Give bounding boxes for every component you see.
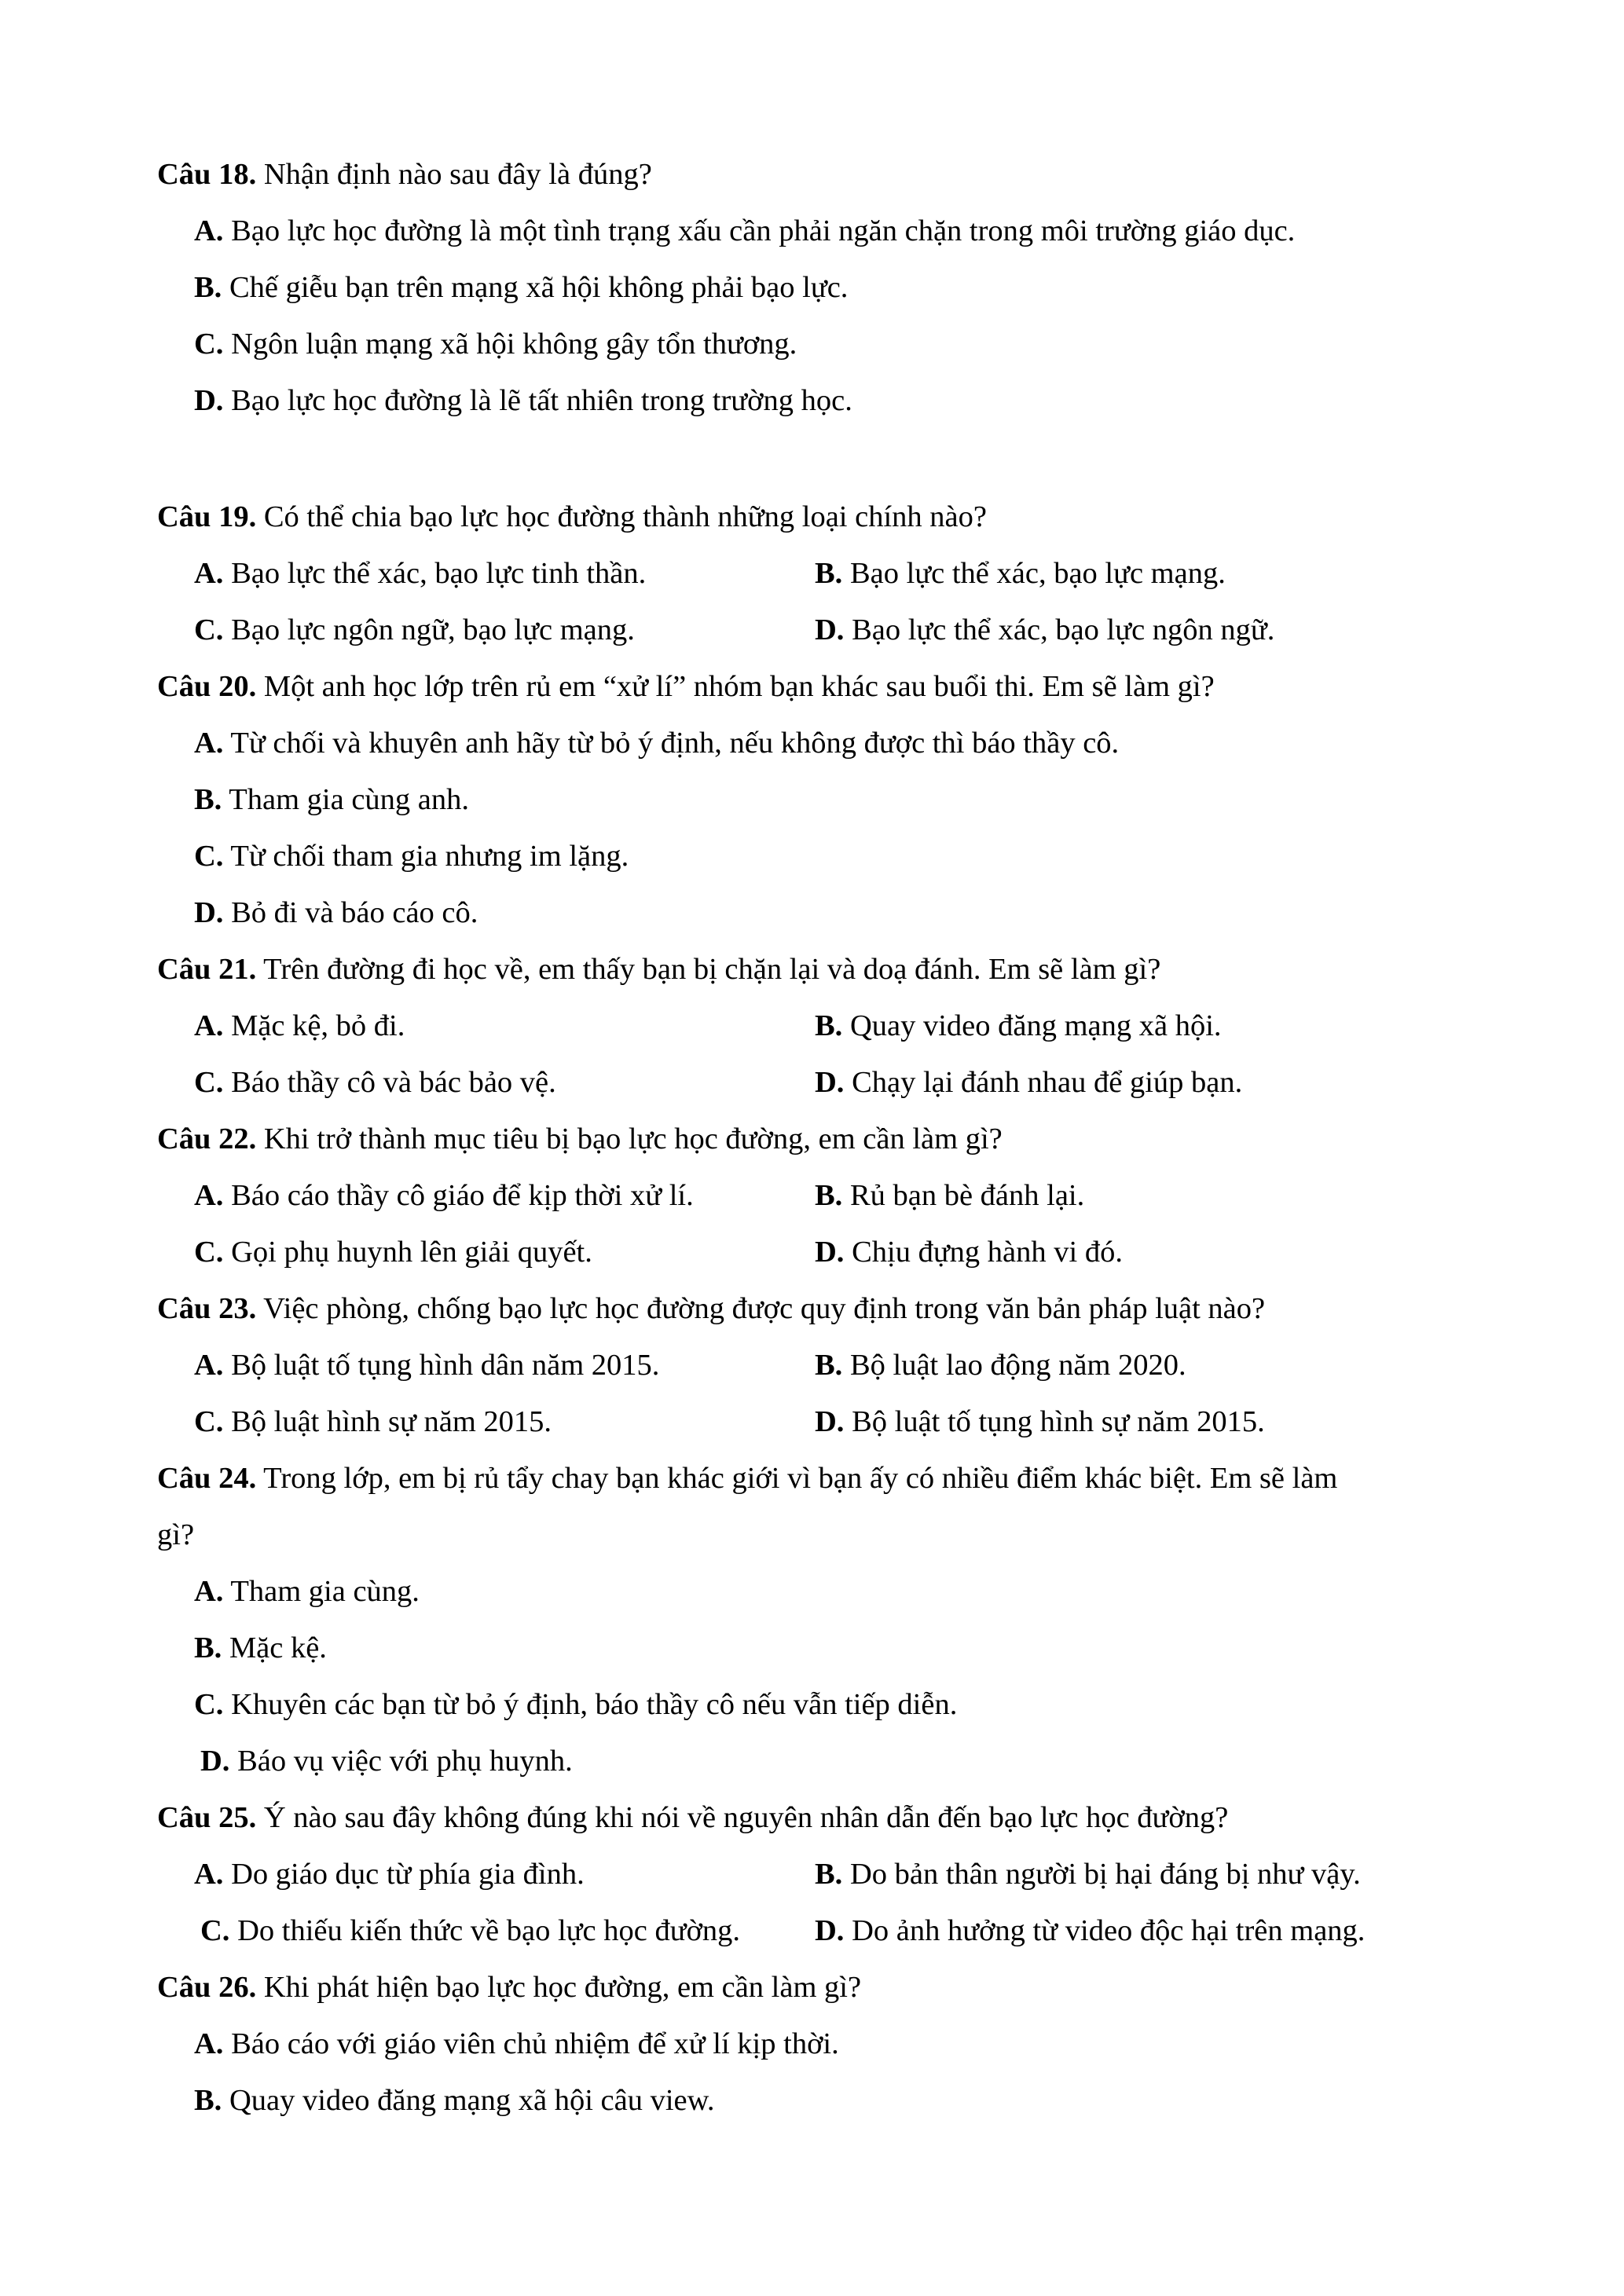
option-text: Báo vụ việc với phụ huynh. — [237, 1745, 573, 1778]
question-number: Câu 23. — [157, 1292, 257, 1325]
option-letter: B. — [194, 271, 222, 304]
option-22c — [194, 1234, 592, 1270]
option-text: Bộ luật lao động năm 2020. — [849, 1349, 1186, 1382]
option-text: Tham gia cùng anh. — [229, 783, 470, 816]
option-text: Mặc kệ. — [229, 1631, 327, 1664]
question-23 — [157, 1291, 1265, 1327]
option-24b — [194, 1630, 327, 1666]
option-25b — [815, 1856, 1361, 1892]
option-letter: B. — [815, 1179, 843, 1212]
option-text: Bộ luật tố tụng hình sự năm 2015. — [852, 1405, 1265, 1438]
option-text: Báo cáo thầy cô giáo để kịp thời xử lí. — [231, 1179, 694, 1212]
option-26b — [194, 2082, 715, 2118]
option-letter: C. — [194, 613, 224, 646]
option-25c — [200, 1913, 740, 1949]
option-18a — [194, 213, 1295, 249]
option-text: Chạy lại đánh nhau để giúp bạn. — [852, 1066, 1243, 1099]
option-letter: B. — [815, 1858, 843, 1891]
option-18b — [194, 269, 848, 306]
question-22 — [157, 1121, 1003, 1157]
option-text: Từ chối tham gia nhưng im lặng. — [230, 840, 629, 873]
option-text: Bộ luật tố tụng hình dân năm 2015. — [231, 1349, 660, 1382]
option-25d — [815, 1913, 1365, 1949]
option-text: Mặc kệ, bỏ đi. — [231, 1009, 405, 1042]
option-25a — [194, 1856, 585, 1892]
option-letter: C. — [194, 1066, 224, 1099]
option-letter: A. — [194, 557, 224, 590]
option-21a — [194, 1008, 405, 1044]
option-20a — [194, 725, 1119, 761]
question-25 — [157, 1800, 1228, 1836]
option-text: Bỏ đi và báo cáo cô. — [231, 896, 478, 929]
question-24-continued — [157, 1517, 194, 1553]
option-20c — [194, 838, 629, 874]
option-letter: B. — [815, 1009, 843, 1042]
option-21c — [194, 1064, 556, 1100]
option-letter: D. — [194, 896, 224, 929]
option-letter: C. — [194, 1236, 224, 1269]
question-text: Ý nào sau đây không đúng khi nói về nguyên nhân dẫn đến bạo lực học đường? — [263, 1801, 1229, 1834]
question-number: Câu 19. — [157, 500, 257, 533]
option-text: Bạo lực học đường là lẽ tất nhiên trong trường học. — [231, 384, 852, 417]
option-letter: A. — [194, 1009, 224, 1042]
option-22a — [194, 1177, 694, 1214]
option-letter: D. — [815, 1236, 845, 1269]
question-number: Câu 24. — [157, 1462, 257, 1495]
option-text: Bạo lực ngôn ngữ, bạo lực mạng. — [231, 613, 635, 646]
question-21 — [157, 951, 1160, 987]
option-letter: A. — [194, 1179, 224, 1212]
option-18c — [194, 326, 797, 362]
option-letter: A. — [194, 1575, 224, 1608]
option-text: Do thiếu kiến thức về bạo lực học đường. — [237, 1914, 741, 1947]
option-24c — [194, 1686, 957, 1723]
option-letter: C. — [194, 328, 224, 361]
option-text: Bạo lực thể xác, bạo lực tinh thần. — [231, 557, 647, 590]
question-text: Việc phòng, chống bạo lực học đường được quy định trong văn bản pháp luật nào? — [263, 1292, 1266, 1325]
option-letter: C. — [200, 1914, 230, 1947]
question-number: Câu 21. — [157, 953, 257, 986]
option-letter: A. — [194, 2027, 224, 2060]
option-letter: A. — [194, 1349, 224, 1382]
option-23c — [194, 1404, 552, 1440]
option-text: Gọi phụ huynh lên giải quyết. — [231, 1236, 592, 1269]
option-letter: B. — [194, 1631, 222, 1664]
option-24a — [194, 1573, 420, 1609]
option-letter: D. — [815, 1066, 845, 1099]
option-letter: C. — [194, 840, 224, 873]
option-letter: D. — [200, 1745, 230, 1778]
option-letter: B. — [194, 2084, 222, 2117]
option-19b — [815, 555, 1226, 591]
question-19 — [157, 499, 987, 535]
option-text: Báo cáo với giáo viên chủ nhiệm để xử lí kịp thời. — [231, 2027, 839, 2060]
option-text: Tham gia cùng. — [230, 1575, 420, 1608]
option-letter: A. — [194, 727, 224, 760]
option-text: Do bản thân người bị hại đáng bị như vậy. — [849, 1858, 1361, 1891]
option-text: Quay video đăng mạng xã hội. — [849, 1009, 1222, 1042]
option-22d — [815, 1234, 1123, 1270]
option-22b — [815, 1177, 1084, 1214]
option-letter: D. — [194, 384, 224, 417]
question-24 — [157, 1460, 1337, 1496]
question-20 — [157, 668, 1215, 705]
option-letter: B. — [194, 783, 222, 816]
option-text: Bạo lực thể xác, bạo lực mạng. — [849, 557, 1226, 590]
question-text: Có thể chia bạo lực học đường thành những loại chính nào? — [263, 500, 987, 533]
option-text: Quay video đăng mạng xã hội câu view. — [229, 2084, 715, 2117]
question-text: Trên đường đi học về, em thấy bạn bị chặn lại và doạ đánh. Em sẽ làm gì? — [263, 953, 1161, 986]
question-26 — [157, 1969, 861, 2005]
option-23d — [815, 1404, 1265, 1440]
option-letter: D. — [815, 1405, 845, 1438]
option-text: Do ảnh hưởng từ video độc hại trên mạng. — [852, 1914, 1366, 1947]
option-18d — [194, 383, 852, 419]
option-text: Từ chối và khuyên anh hãy từ bỏ ý định, nếu không được thì báo thầy cô. — [230, 727, 1120, 760]
option-letter: D. — [815, 613, 845, 646]
option-23b — [815, 1347, 1186, 1383]
option-26a — [194, 2026, 839, 2062]
question-text-continued: gì? — [157, 1518, 195, 1551]
question-text: Trong lớp, em bị rủ tẩy chay bạn khác giới vì bạn ấy có nhiều điểm khác biệt. Em sẽ làm — [263, 1462, 1338, 1495]
question-number: Câu 20. — [157, 670, 257, 703]
option-letter: D. — [815, 1914, 845, 1947]
option-letter: A. — [194, 1858, 224, 1891]
question-text: Một anh học lớp trên rủ em “xử lí” nhóm bạn khác sau buổi thi. Em sẽ làm gì? — [263, 670, 1215, 703]
option-text: Báo thầy cô và bác bảo vệ. — [231, 1066, 556, 1099]
option-letter: B. — [815, 1349, 843, 1382]
option-text: Do giáo dục từ phía gia đình. — [231, 1858, 585, 1891]
option-letter: B. — [815, 557, 843, 590]
option-21d — [815, 1064, 1242, 1100]
option-letter: C. — [194, 1688, 224, 1721]
option-text: Rủ bạn bè đánh lại. — [849, 1179, 1085, 1212]
option-text: Khuyên các bạn từ bỏ ý định, báo thầy cô nếu vẫn tiếp diễn. — [231, 1688, 958, 1721]
question-number: Câu 18. — [157, 158, 257, 191]
option-letter: C. — [194, 1405, 224, 1438]
option-text: Chịu đựng hành vi đó. — [852, 1236, 1123, 1269]
option-text: Bạo lực thể xác, bạo lực ngôn ngữ. — [852, 613, 1275, 646]
option-text: Ngôn luận mạng xã hội không gây tổn thương. — [231, 328, 797, 361]
question-text: Nhận định nào sau đây là đúng? — [263, 158, 652, 191]
option-19a — [194, 555, 646, 591]
option-19d — [815, 612, 1274, 648]
option-20d — [194, 895, 478, 931]
option-24d — [200, 1743, 573, 1779]
question-number: Câu 25. — [157, 1801, 257, 1834]
option-23a — [194, 1347, 659, 1383]
question-text: Khi trở thành mục tiêu bị bạo lực học đường, em cần làm gì? — [263, 1122, 1003, 1155]
question-number: Câu 26. — [157, 1971, 257, 2004]
question-text: Khi phát hiện bạo lực học đường, em cần làm gì? — [263, 1971, 862, 2004]
option-letter: A. — [194, 214, 224, 247]
option-19c — [194, 612, 635, 648]
option-20b — [194, 782, 469, 818]
question-18 — [157, 156, 652, 192]
option-text: Bạo lực học đường là một tình trạng xấu cần phải ngăn chặn trong môi trường giáo dục. — [231, 214, 1296, 247]
option-21b — [815, 1008, 1222, 1044]
option-text: Chế giễu bạn trên mạng xã hội không phải bạo lực. — [229, 271, 849, 304]
option-text: Bộ luật hình sự năm 2015. — [231, 1405, 552, 1438]
question-number: Câu 22. — [157, 1122, 257, 1155]
